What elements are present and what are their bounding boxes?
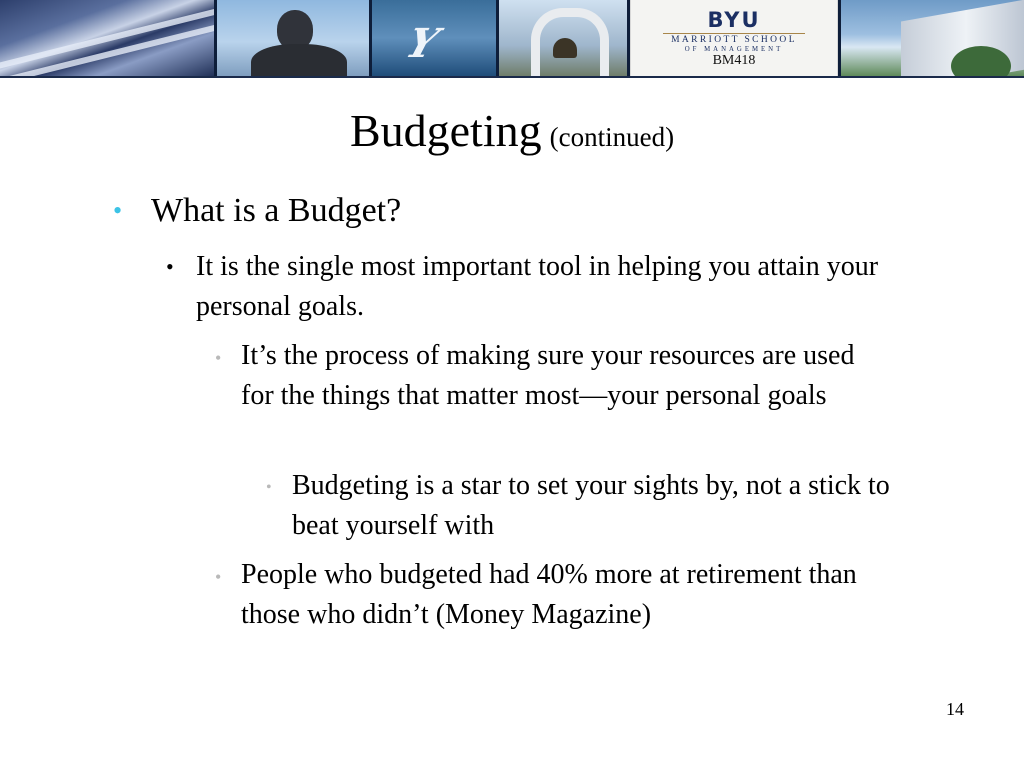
- bullet-text: It’s the process of making sure your resources are used for the things that matter most—your personal goals: [241, 340, 855, 411]
- bullet-text: People who budgeted had 40% more at retirement than those who didn’t (Money Magazine): [241, 559, 857, 630]
- logo-byu-text: BYU: [707, 8, 761, 32]
- logo-sub-text: OF MANAGEMENT: [684, 46, 784, 53]
- bullet-text: What is a Budget?: [151, 192, 402, 229]
- bullet-level3: [215, 555, 885, 635]
- banner-photo-bell: [499, 0, 627, 76]
- slide-title: [0, 104, 1024, 157]
- course-code: BM418: [712, 53, 756, 68]
- title-main: Budgeting: [349, 105, 542, 156]
- header-banner: [0, 0, 1024, 78]
- bullet-text: Budgeting is a star to set your sights by, not a stick to beat yourself with: [292, 470, 890, 541]
- bullet-marker: •: [113, 196, 123, 225]
- banner-photo-building: [841, 0, 1024, 76]
- title-sub: (continued): [549, 122, 675, 152]
- banner-photo-statue: [217, 0, 369, 76]
- bullet-text: It is the single most important tool in helping you attain your personal goals.: [196, 251, 879, 322]
- bullet-level1: [113, 192, 401, 230]
- bullet-level2: [166, 247, 886, 327]
- page-number: 14: [946, 699, 964, 719]
- bullet-marker: •: [215, 567, 222, 587]
- bullet-marker: •: [266, 479, 272, 496]
- banner-photo-mountain-y: Y: [372, 0, 496, 76]
- banner-photo-architecture: [0, 0, 214, 76]
- logo-school-text: MARRIOTT SCHOOL: [671, 35, 797, 45]
- bullet-marker: •: [166, 254, 174, 279]
- bullet-marker: •: [215, 348, 222, 368]
- bullet-level4: [266, 466, 906, 546]
- bullet-level3: [215, 336, 885, 416]
- byu-marriott-logo: [630, 0, 838, 76]
